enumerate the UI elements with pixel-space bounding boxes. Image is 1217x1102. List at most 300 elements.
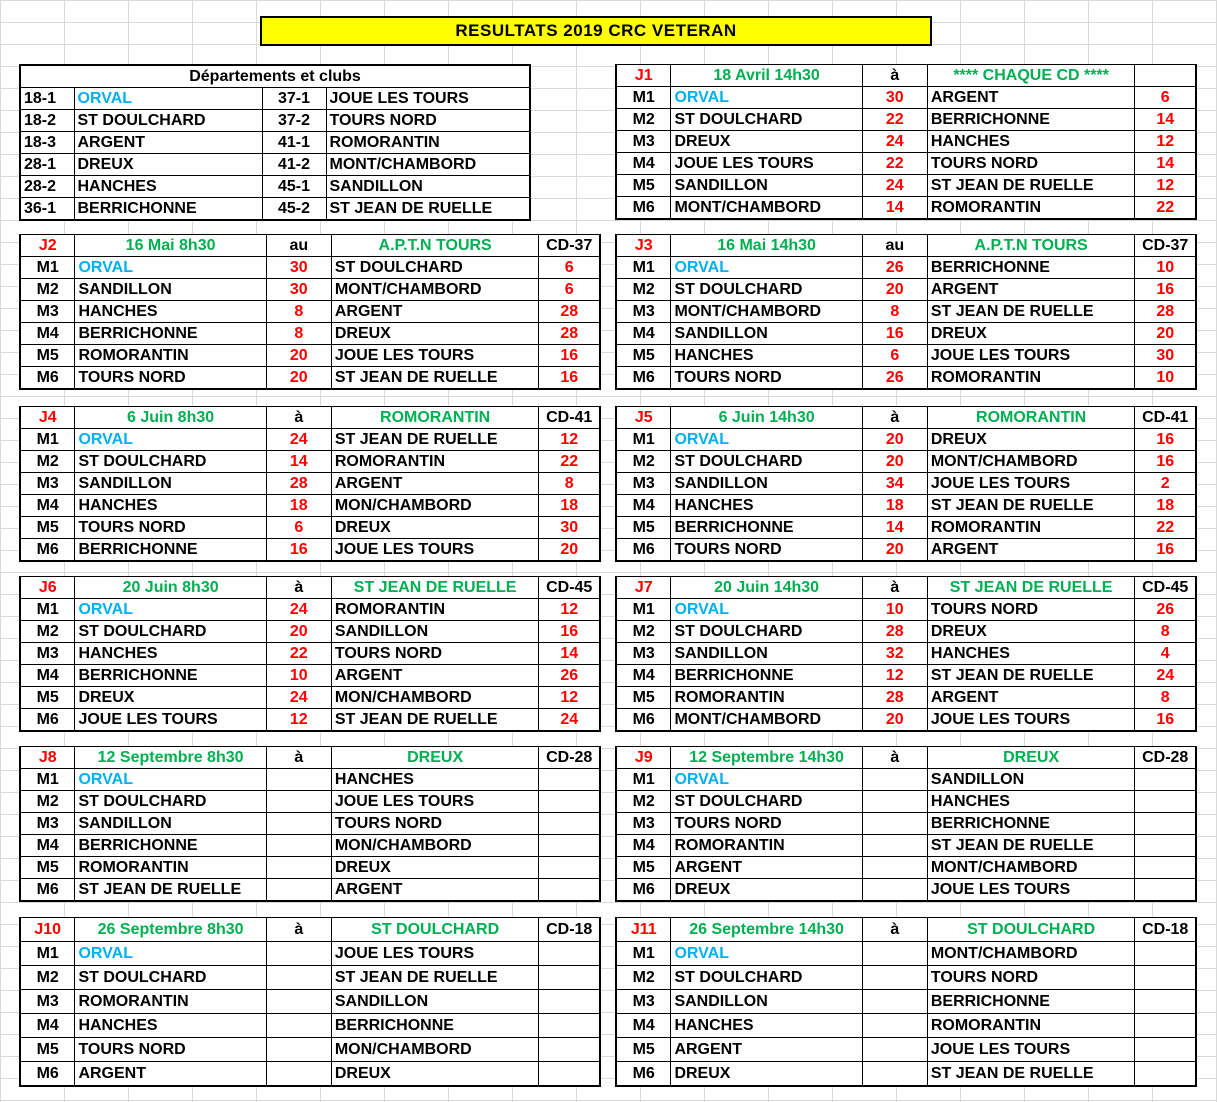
- table-row: [20, 813, 600, 835]
- away-team: ST JEAN DE RUELLE: [927, 301, 1135, 323]
- round-venue: ST JEAN DE RUELLE: [331, 577, 539, 599]
- match-id: M5: [616, 687, 671, 709]
- away-score: [1135, 835, 1196, 857]
- home-team: ROMORANTIN: [75, 857, 266, 879]
- match-id: M3: [20, 301, 75, 323]
- home-score: [862, 791, 927, 813]
- home-team: TOURS NORD: [671, 813, 862, 835]
- match-id: M6: [20, 1062, 75, 1087]
- match-id: M6: [20, 879, 75, 902]
- home-team: ORVAL: [75, 257, 266, 279]
- match-id: M6: [20, 539, 75, 562]
- home-team: BERRICHONNE: [671, 517, 862, 539]
- round-number: J1: [616, 65, 671, 87]
- away-team: HANCHES: [927, 791, 1135, 813]
- round-date: 6 Juin 14h30: [671, 407, 862, 429]
- away-team: ARGENT: [927, 687, 1135, 709]
- round-number: J2: [20, 235, 75, 257]
- away-score: 8: [539, 473, 600, 495]
- home-score: [266, 835, 331, 857]
- away-team: MONT/CHAMBORD: [927, 451, 1135, 473]
- table-row: [20, 1062, 600, 1087]
- home-team: ARGENT: [671, 857, 862, 879]
- away-team: DREUX: [927, 429, 1135, 451]
- table-row: [616, 966, 1196, 990]
- away-score: 12: [1135, 131, 1196, 153]
- away-team: ST JEAN DE RUELLE: [331, 429, 539, 451]
- away-team: SANDILLON: [331, 990, 539, 1014]
- home-score: 22: [862, 109, 927, 131]
- club-name: BERRICHONNE: [74, 198, 262, 221]
- home-team: MONT/CHAMBORD: [671, 709, 862, 732]
- home-score: 10: [862, 599, 927, 621]
- away-score: [1135, 769, 1196, 791]
- home-team: ARGENT: [75, 1062, 266, 1087]
- table-row: [20, 621, 600, 643]
- dept-code: 41-1: [262, 132, 326, 154]
- match-id: M2: [616, 279, 671, 301]
- home-team: DREUX: [75, 687, 266, 709]
- home-team: SANDILLON: [671, 990, 862, 1014]
- home-score: [862, 990, 927, 1014]
- home-team: HANCHES: [75, 495, 266, 517]
- away-team: TOURS NORD: [331, 813, 539, 835]
- round-venue: **** CHAQUE CD ****: [927, 65, 1135, 87]
- round-table-j11: [615, 917, 1197, 1087]
- match-id: M3: [20, 990, 75, 1014]
- away-score: 12: [1135, 175, 1196, 197]
- round-table-j3: [615, 234, 1197, 390]
- away-team: ST JEAN DE RUELLE: [331, 709, 539, 732]
- home-team: TOURS NORD: [75, 1038, 266, 1062]
- table-row: [20, 539, 600, 562]
- home-team: ARGENT: [671, 1038, 862, 1062]
- table-row: [616, 495, 1196, 517]
- round-table-j2: [19, 234, 601, 390]
- round-header: [616, 407, 1196, 429]
- match-id: M5: [616, 1038, 671, 1062]
- away-team: ST JEAN DE RUELLE: [927, 175, 1135, 197]
- round-venue: A.P.T.N TOURS: [331, 235, 539, 257]
- table-row: [616, 451, 1196, 473]
- match-id: M4: [616, 323, 671, 345]
- match-id: M5: [616, 517, 671, 539]
- home-score: 24: [266, 687, 331, 709]
- home-score: [862, 879, 927, 902]
- table-row: [616, 517, 1196, 539]
- home-team: ORVAL: [671, 769, 862, 791]
- club-name: DREUX: [74, 154, 262, 176]
- round-date: 16 Mai 8h30: [75, 235, 266, 257]
- home-score: 20: [266, 367, 331, 390]
- away-team: BERRICHONNE: [331, 1014, 539, 1038]
- dept-code: 28-1: [20, 154, 74, 176]
- round-preposition: à: [266, 407, 331, 429]
- home-team: SANDILLON: [671, 175, 862, 197]
- table-row: [20, 942, 600, 966]
- match-id: M5: [20, 687, 75, 709]
- away-team: MONT/CHAMBORD: [331, 279, 539, 301]
- round-number: J6: [20, 577, 75, 599]
- table-row: [20, 473, 600, 495]
- round-table-j1: [615, 64, 1197, 220]
- away-team: DREUX: [331, 323, 539, 345]
- home-team: ORVAL: [671, 599, 862, 621]
- club-name: ROMORANTIN: [326, 132, 530, 154]
- round-header: [20, 407, 600, 429]
- away-score: 6: [539, 257, 600, 279]
- away-score: 4: [1135, 643, 1196, 665]
- match-id: M2: [20, 966, 75, 990]
- table-row: [616, 131, 1196, 153]
- round-date: 18 Avril 14h30: [671, 65, 862, 87]
- home-team: ST DOULCHARD: [671, 621, 862, 643]
- table-row: [616, 367, 1196, 390]
- away-team: MON/CHAMBORD: [331, 687, 539, 709]
- home-score: 20: [862, 709, 927, 732]
- match-id: M4: [20, 665, 75, 687]
- home-team: SANDILLON: [671, 643, 862, 665]
- home-team: JOUE LES TOURS: [75, 709, 266, 732]
- away-team: MONT/CHAMBORD: [927, 942, 1135, 966]
- home-score: [862, 942, 927, 966]
- home-team: ROMORANTIN: [75, 990, 266, 1014]
- match-id: M1: [616, 429, 671, 451]
- match-id: M6: [616, 197, 671, 220]
- away-score: [539, 857, 600, 879]
- away-score: [539, 835, 600, 857]
- home-team: ST DOULCHARD: [671, 451, 862, 473]
- away-score: 18: [539, 495, 600, 517]
- home-team: DREUX: [671, 1062, 862, 1087]
- home-score: [862, 1038, 927, 1062]
- dept-code: 41-2: [262, 154, 326, 176]
- away-score: 16: [539, 621, 600, 643]
- match-id: M2: [20, 791, 75, 813]
- round-preposition: à: [266, 918, 331, 942]
- dept-code: 37-1: [262, 88, 326, 110]
- home-team: TOURS NORD: [75, 517, 266, 539]
- match-id: M5: [616, 175, 671, 197]
- table-row: [616, 153, 1196, 175]
- table-row: [616, 323, 1196, 345]
- away-score: 18: [1135, 495, 1196, 517]
- match-id: M6: [20, 367, 75, 390]
- home-score: [862, 835, 927, 857]
- round-cd: CD-45: [539, 577, 600, 599]
- match-id: M1: [616, 769, 671, 791]
- round-table-j7: [615, 576, 1197, 732]
- home-team: DREUX: [671, 879, 862, 902]
- away-team: ARGENT: [331, 879, 539, 902]
- home-score: [862, 813, 927, 835]
- home-score: [266, 1038, 331, 1062]
- match-id: M2: [616, 791, 671, 813]
- table-row: [20, 198, 530, 221]
- club-name: ST JEAN DE RUELLE: [326, 198, 530, 221]
- away-score: 16: [1135, 451, 1196, 473]
- table-row: [616, 643, 1196, 665]
- home-score: [862, 1062, 927, 1087]
- home-score: [862, 857, 927, 879]
- away-team: ROMORANTIN: [927, 197, 1135, 220]
- away-team: ST JEAN DE RUELLE: [331, 966, 539, 990]
- home-score: 14: [862, 517, 927, 539]
- home-team: MONT/CHAMBORD: [671, 197, 862, 220]
- table-row: [616, 709, 1196, 732]
- table-row: [616, 621, 1196, 643]
- home-team: ST DOULCHARD: [75, 791, 266, 813]
- home-score: 16: [266, 539, 331, 562]
- table-row: [616, 539, 1196, 562]
- home-team: ST DOULCHARD: [671, 791, 862, 813]
- round-header: [616, 577, 1196, 599]
- round-cd: CD-41: [1135, 407, 1196, 429]
- club-name: JOUE LES TOURS: [326, 88, 530, 110]
- round-cd: CD-28: [539, 747, 600, 769]
- match-id: M4: [616, 1014, 671, 1038]
- away-score: 8: [1135, 687, 1196, 709]
- away-team: ROMORANTIN: [927, 517, 1135, 539]
- dept-code: 36-1: [20, 198, 74, 221]
- away-team: ST DOULCHARD: [331, 257, 539, 279]
- home-score: 34: [862, 473, 927, 495]
- away-score: 8: [1135, 621, 1196, 643]
- match-id: M4: [616, 495, 671, 517]
- table-row: [20, 367, 600, 390]
- match-id: M6: [20, 709, 75, 732]
- round-header: [616, 918, 1196, 942]
- match-id: M3: [20, 813, 75, 835]
- match-id: M4: [20, 835, 75, 857]
- away-team: JOUE LES TOURS: [331, 345, 539, 367]
- home-team: BERRICHONNE: [75, 539, 266, 562]
- away-score: 16: [1135, 429, 1196, 451]
- home-score: 8: [266, 301, 331, 323]
- home-team: HANCHES: [671, 1014, 862, 1038]
- away-score: 28: [1135, 301, 1196, 323]
- round-preposition: à: [862, 65, 927, 87]
- home-score: [266, 769, 331, 791]
- home-team: ORVAL: [671, 429, 862, 451]
- home-team: HANCHES: [671, 495, 862, 517]
- round-date: 16 Mai 14h30: [671, 235, 862, 257]
- match-id: M3: [20, 643, 75, 665]
- match-id: M1: [20, 769, 75, 791]
- round-date: 20 Juin 14h30: [671, 577, 862, 599]
- table-row: [616, 197, 1196, 220]
- away-score: 14: [539, 643, 600, 665]
- home-score: 12: [862, 665, 927, 687]
- away-score: [539, 813, 600, 835]
- table-row: [20, 88, 530, 110]
- home-team: ST JEAN DE RUELLE: [75, 879, 266, 902]
- round-date: 26 Septembre 8h30: [75, 918, 266, 942]
- away-team: JOUE LES TOURS: [331, 791, 539, 813]
- home-team: JOUE LES TOURS: [671, 153, 862, 175]
- table-row: [616, 687, 1196, 709]
- match-id: M1: [20, 599, 75, 621]
- away-score: [1135, 966, 1196, 990]
- match-id: M6: [616, 539, 671, 562]
- round-preposition: à: [862, 577, 927, 599]
- table-row: [20, 301, 600, 323]
- table-row: [616, 942, 1196, 966]
- table-row: [616, 279, 1196, 301]
- table-row: [616, 257, 1196, 279]
- away-team: HANCHES: [331, 769, 539, 791]
- home-score: 22: [266, 643, 331, 665]
- home-team: MONT/CHAMBORD: [671, 301, 862, 323]
- away-score: 26: [539, 665, 600, 687]
- round-table-j6: [19, 576, 601, 732]
- round-number: J5: [616, 407, 671, 429]
- dept-code: 45-2: [262, 198, 326, 221]
- home-score: 20: [862, 539, 927, 562]
- table-row: [20, 966, 600, 990]
- away-score: [1135, 1038, 1196, 1062]
- table-row: [616, 769, 1196, 791]
- round-number: J8: [20, 747, 75, 769]
- away-team: ROMORANTIN: [927, 1014, 1135, 1038]
- home-team: SANDILLON: [671, 323, 862, 345]
- table-row: [616, 1038, 1196, 1062]
- home-score: 20: [266, 345, 331, 367]
- home-team: ST DOULCHARD: [671, 966, 862, 990]
- home-team: ORVAL: [75, 769, 266, 791]
- round-date: 12 Septembre 8h30: [75, 747, 266, 769]
- match-id: M3: [20, 473, 75, 495]
- home-team: ORVAL: [671, 87, 862, 109]
- away-team: DREUX: [331, 517, 539, 539]
- match-id: M3: [616, 301, 671, 323]
- away-team: DREUX: [331, 1062, 539, 1087]
- away-score: 22: [539, 451, 600, 473]
- home-score: 32: [862, 643, 927, 665]
- table-row: [616, 301, 1196, 323]
- table-row: [20, 1014, 600, 1038]
- home-score: 14: [266, 451, 331, 473]
- home-score: [266, 966, 331, 990]
- home-score: 20: [266, 621, 331, 643]
- match-id: M3: [616, 131, 671, 153]
- away-team: ST JEAN DE RUELLE: [927, 665, 1135, 687]
- home-score: [266, 1062, 331, 1087]
- away-team: TOURS NORD: [331, 643, 539, 665]
- round-venue: ST JEAN DE RUELLE: [927, 577, 1135, 599]
- table-row: [20, 429, 600, 451]
- round-preposition: au: [862, 235, 927, 257]
- away-score: [539, 1014, 600, 1038]
- home-team: HANCHES: [75, 643, 266, 665]
- table-row: [616, 665, 1196, 687]
- home-score: 20: [862, 279, 927, 301]
- match-id: M4: [20, 495, 75, 517]
- match-id: M4: [616, 153, 671, 175]
- home-score: 14: [862, 197, 927, 220]
- match-id: M1: [20, 257, 75, 279]
- away-team: JOUE LES TOURS: [927, 879, 1135, 902]
- round-table-j9: [615, 746, 1197, 902]
- home-team: SANDILLON: [75, 813, 266, 835]
- table-row: [20, 132, 530, 154]
- home-team: ST DOULCHARD: [671, 109, 862, 131]
- away-score: 30: [1135, 345, 1196, 367]
- table-row: [20, 687, 600, 709]
- table-row: [20, 879, 600, 902]
- round-header: [20, 918, 600, 942]
- away-score: [1135, 857, 1196, 879]
- round-table-j4: [19, 406, 601, 562]
- home-team: HANCHES: [75, 1014, 266, 1038]
- table-row: [616, 857, 1196, 879]
- table-row: [616, 429, 1196, 451]
- table-row: [20, 1038, 600, 1062]
- away-score: 28: [539, 301, 600, 323]
- table-row: [20, 257, 600, 279]
- table-row: [20, 599, 600, 621]
- home-team: BERRICHONNE: [75, 323, 266, 345]
- round-preposition: à: [266, 577, 331, 599]
- round-date: 20 Juin 8h30: [75, 577, 266, 599]
- clubs-header: Départements et clubs: [20, 65, 530, 88]
- away-team: TOURS NORD: [927, 966, 1135, 990]
- round-number: J3: [616, 235, 671, 257]
- home-score: 12: [266, 709, 331, 732]
- match-id: M6: [616, 367, 671, 390]
- home-score: [266, 791, 331, 813]
- match-id: M1: [616, 257, 671, 279]
- table-row: [616, 109, 1196, 131]
- table-row: [20, 154, 530, 176]
- away-score: 16: [1135, 279, 1196, 301]
- home-team: ORVAL: [75, 429, 266, 451]
- away-score: [539, 769, 600, 791]
- match-id: M1: [616, 87, 671, 109]
- home-score: [862, 1014, 927, 1038]
- round-number: J7: [616, 577, 671, 599]
- round-cd: [1135, 65, 1196, 87]
- away-score: [1135, 1014, 1196, 1038]
- away-score: [539, 879, 600, 902]
- home-score: 24: [266, 599, 331, 621]
- match-id: M3: [616, 643, 671, 665]
- round-venue: DREUX: [331, 747, 539, 769]
- table-row: [616, 1062, 1196, 1087]
- away-score: 12: [539, 429, 600, 451]
- away-score: [539, 966, 600, 990]
- home-team: SANDILLON: [671, 473, 862, 495]
- match-id: M2: [616, 109, 671, 131]
- club-name: ST DOULCHARD: [74, 110, 262, 132]
- match-id: M6: [616, 709, 671, 732]
- home-team: ST DOULCHARD: [75, 966, 266, 990]
- away-score: 22: [1135, 197, 1196, 220]
- home-team: BERRICHONNE: [671, 665, 862, 687]
- table-row: [20, 990, 600, 1014]
- home-score: 8: [862, 301, 927, 323]
- home-score: 24: [862, 175, 927, 197]
- match-id: M3: [616, 473, 671, 495]
- away-score: 16: [1135, 709, 1196, 732]
- club-name: MONT/CHAMBORD: [326, 154, 530, 176]
- away-score: [1135, 942, 1196, 966]
- home-score: [266, 942, 331, 966]
- table-row: [20, 791, 600, 813]
- away-team: ST JEAN DE RUELLE: [331, 367, 539, 390]
- away-score: 20: [539, 539, 600, 562]
- round-preposition: à: [862, 747, 927, 769]
